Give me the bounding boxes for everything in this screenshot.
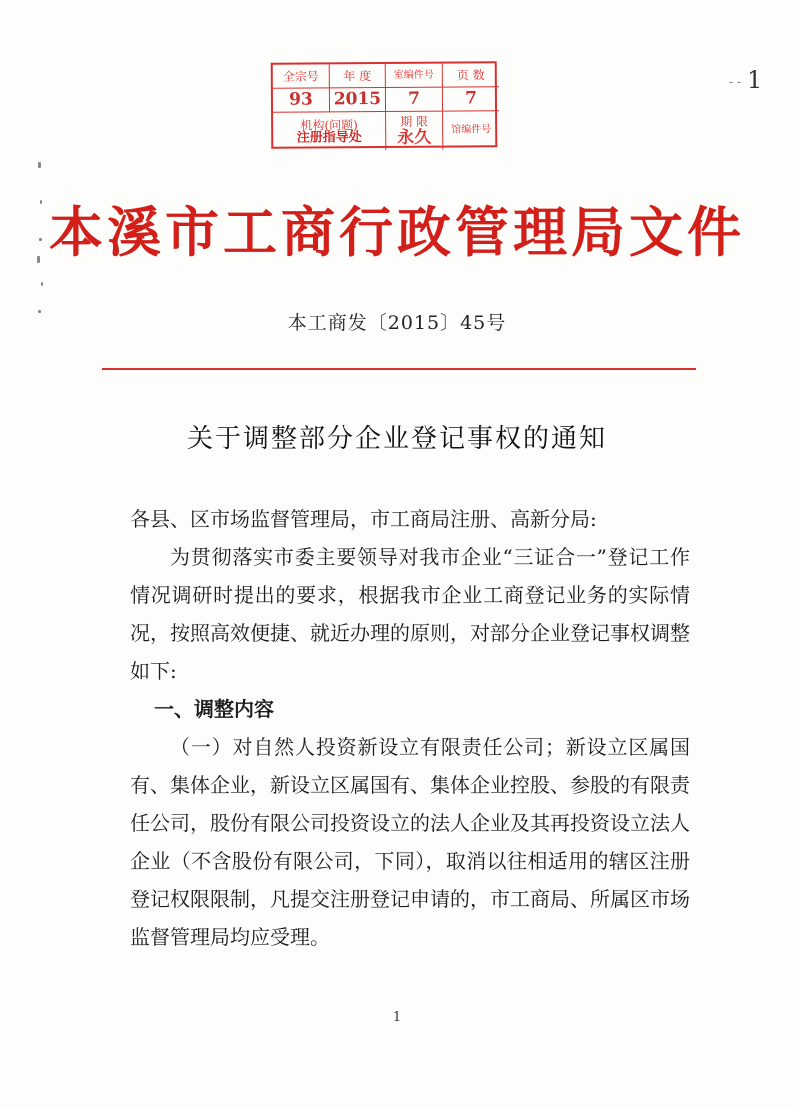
stamp-label-department: 机构(问题): [300, 117, 358, 133]
stamp-value-room-item-number: 7: [386, 88, 443, 112]
stamp-value-fonds-number: 93: [273, 88, 330, 112]
agency-document-heading: 本溪市工商行政管理局文件: [49, 200, 745, 264]
page-mark-dash: - -: [729, 74, 741, 89]
scan-speck: [38, 162, 41, 168]
stamp-value-year: 2015: [330, 88, 386, 112]
archive-stamp: [271, 61, 498, 149]
document-body: [130, 500, 690, 956]
salutation: 各县、区市场监督管理局，市工商局注册、高新分局:: [130, 507, 597, 531]
stamp-label-page-count: 页 数: [443, 63, 499, 87]
footer-page-number: 1: [392, 1010, 402, 1025]
stamp-label-fonds-number: 全宗号: [273, 64, 330, 88]
page-mark: [729, 66, 762, 94]
red-divider: [102, 368, 696, 370]
page-mark-number: 1: [746, 66, 763, 94]
section-heading-adjustments: 一、调整内容: [154, 697, 274, 721]
stamp-label-room-item-number: 室编件号: [386, 64, 443, 88]
paragraph-intro: 为贯彻落实市委主要领导对我市企业“三证合一”登记工作情况调研时提出的要求，根据我市企业工商登记业务的实际情况，按照高效便捷、就近办理的原则，对部分企业登记事权调整如下:: [130, 545, 690, 683]
stamp-label-archive-number: 馆编件号: [451, 124, 492, 136]
scan-speck: [41, 282, 43, 286]
stamp-archive-number-cell: [443, 111, 499, 149]
stamp-value-department: 注册指导处: [296, 129, 362, 146]
stamp-department-cell: [273, 112, 386, 151]
stamp-value-retention: 永久: [397, 127, 432, 148]
stamp-retention-cell: [386, 112, 443, 150]
stamp-label-year: 年 度: [330, 64, 386, 88]
document-number: 本工商发〔2015〕45号: [287, 312, 507, 334]
stamp-value-page-count: 7: [443, 87, 499, 111]
paragraph-item-one: （一）对自然人投资新设立有限责任公司；新设立区属国有、集体企业，新设立区属国有、集体企业控股、参股的有限责任公司，股份有限公司投资设立的法人企业及其再投资设立法人企业（不含股份有限公司，下同），取消以往相适用的辖区注册登记权限限制，凡提交注册登记申请的，市工商局、所属区市场监督管理局均应受理。: [130, 735, 690, 949]
stamp-label-retention: 期 限: [400, 114, 429, 129]
notice-title: 关于调整部分企业登记事权的通知: [186, 424, 607, 454]
